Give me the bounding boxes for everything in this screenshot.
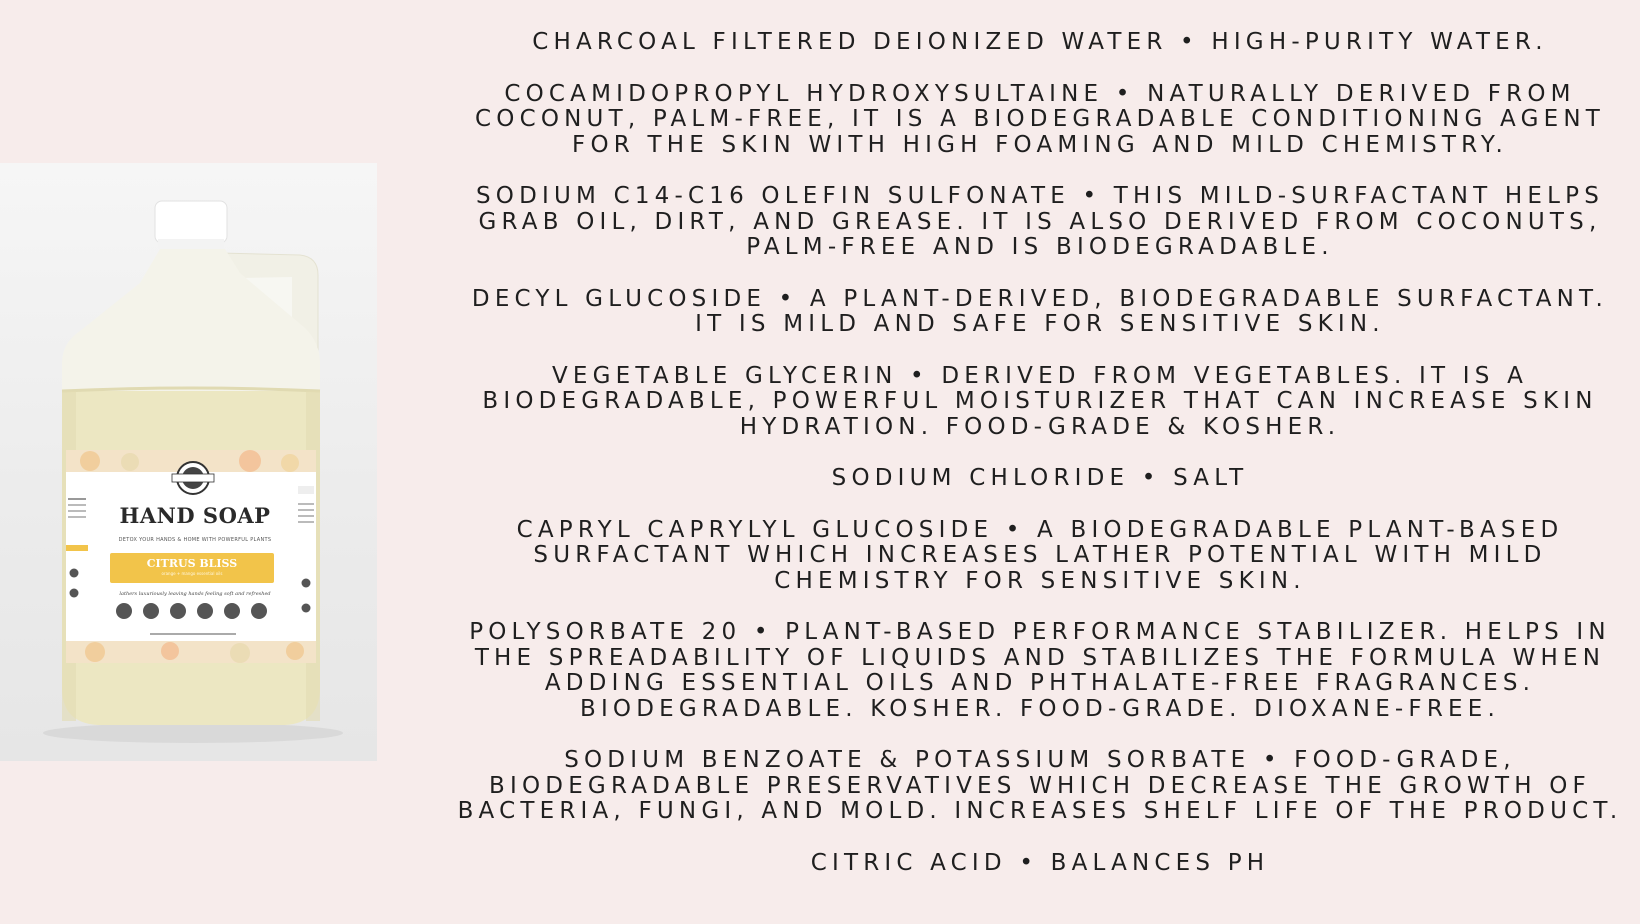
ingredients-list	[455, 30, 1625, 902]
product-tagline: DETOX YOUR HANDS & HOME WITH POWERFUL PLANTS	[118, 537, 272, 543]
ingredient-item: COCAMIDOPROPYL HYDROXYSULTAINE • NATURALLY DERIVED FROM COCONUT, PALM-FREE, IT IS A BIODEGRADABLE CONDITIONING AGENT FOR THE SKIN WITH HIGH FOAMING AND MILD CHEMISTRY.	[475, 80, 1605, 158]
product-photo	[0, 163, 377, 761]
hand-soap-jug-illustration	[0, 163, 377, 761]
ingredient-item: SODIUM CHLORIDE • SALT	[831, 465, 1249, 491]
ingredient-item: POLYSORBATE 20 • PLANT-BASED PERFORMANCE STABILIZER. HELPS IN THE SPREADABILITY OF LIQUIDS AND STABILIZES THE FORMULA WHEN ADDING ESSENTIAL OILS AND PHTHALATE-FREE FRAGRANCES. BIODEGRADABLE. KOSHER. FOOD-GRADE. DIOXANE-FREE.	[469, 619, 1611, 722]
ingredient-item: VEGETABLE GLYCERIN • DERIVED FROM VEGETABLES. IT IS A BIODEGRADABLE, POWERFUL MOISTURIZER THAT CAN INCREASE SKIN HYDRATION. FOOD-GRADE & KOSHER.	[482, 362, 1598, 440]
ingredient-item: CHARCOAL FILTERED DEIONIZED WATER • HIGH-PURITY WATER.	[532, 29, 1548, 55]
product-scent-sub: orange + mango essential oils	[161, 571, 223, 576]
ingredient-item: CITRIC ACID • BALANCES PH	[810, 849, 1270, 876]
ingredient-item: SODIUM C14-C16 OLEFIN SULFONATE • THIS MILD-SURFACTANT HELPS GRAB OIL, DIRT, AND GREASE. IT IS ALSO DERIVED FROM COCONUTS, PALM-FREE AND IS BIODEGRADABLE.	[475, 183, 1605, 260]
ingredient-item: CAPRYL CAPRYLYL GLUCOSIDE • A BIODEGRADABLE PLANT-BASED SURFACTANT WHICH INCREASES LATHER POTENTIAL WITH MILD CHEMISTRY FOR SENSITIVE SKIN.	[516, 516, 1564, 594]
ingredient-item: DECYL GLUCOSIDE • A PLANT-DERIVED, BIODEGRADABLE SURFACTANT. IT IS MILD AND SAFE FOR SENSITIVE SKIN.	[471, 285, 1609, 337]
ingredient-item: SODIUM BENZOATE & POTASSIUM SORBATE • FOOD-GRADE, BIODEGRADABLE PRESERVATIVES WHICH DECREASE THE GROWTH OF BACTERIA, FUNGI, AND MOLD. INCREASES SHELF LIFE OF THE PRODUCT.	[457, 747, 1623, 824]
product-title: HAND SOAP	[119, 503, 271, 528]
product-scent: CITRUS BLISS	[146, 557, 238, 570]
product-description: lathers luxuriously leaving hands feeling soft and refreshed	[119, 591, 271, 597]
